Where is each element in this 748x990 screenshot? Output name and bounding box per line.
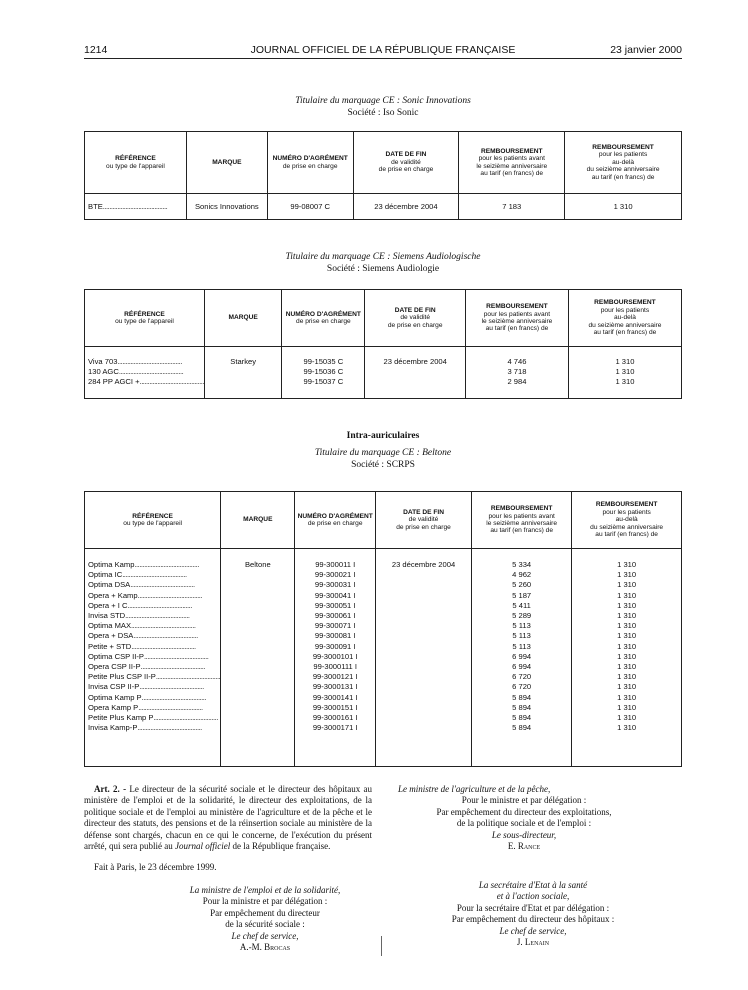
journal-title: JOURNAL OFFICIEL DE LA RÉPUBLIQUE FRANÇAISE [250, 44, 516, 56]
cell-refs [85, 549, 221, 767]
list-item: 284 PP AGCI +........................................ [88, 377, 204, 387]
list-item: 6 720 [512, 682, 532, 692]
cell-date: 23 décembre 2004 [365, 347, 466, 399]
cell-avant [472, 549, 572, 767]
list-item: Optima CSP II-P........................................ [88, 651, 209, 661]
list-item: 99-300041 I [314, 590, 356, 600]
cell-marque: Sonics Innovations [186, 194, 267, 220]
section3-titulaire: Titulaire du marquage CE : Beltone [314, 448, 452, 458]
list-item: 99-300051 I [314, 600, 356, 610]
list-item: 1 310 [617, 682, 637, 692]
th-remb-audela: REMBOURSEMENT pour les patients au-delà du seizième anniversaire au tarif (en francs) de [572, 492, 682, 549]
header-rule [84, 58, 682, 59]
list-item: 5 289 [512, 611, 532, 621]
list-item: Optima DSA........................................ [88, 580, 195, 590]
list-item: 4 962 [512, 570, 532, 580]
list-item: 99-3000161 I [312, 713, 358, 723]
th-marque: MARQUE [204, 290, 281, 347]
fait-a-paris: Fait à Paris, le 23 décembre 1999. [94, 862, 217, 873]
list-item: Optima Kamp........................................ [88, 560, 199, 569]
list-item: 1 310 [617, 560, 637, 569]
signature-role: Le sous-directeur, [491, 829, 557, 840]
list-item: Viva 703........................................ [88, 357, 182, 366]
list-item: 99-3000151 I [312, 702, 358, 712]
th-agrement: NUMÉRO D'AGRÉMENT de prise en charge [295, 492, 376, 549]
section2-caption [84, 251, 682, 275]
list-item: 1 310 [617, 662, 637, 672]
table-beltone [84, 491, 682, 767]
list-item: 99-300021 I [314, 570, 356, 580]
signature-title: Le ministre de l'agriculture et de la pêche, [398, 784, 551, 794]
list-item: Opera + DSA........................................ [88, 631, 198, 641]
cell-agrements [295, 549, 376, 767]
signature-emploi [150, 885, 380, 953]
table-siemens [84, 289, 682, 399]
list-item: 1 310 [617, 631, 637, 641]
list-item: 5 260 [512, 580, 532, 590]
signature-role: Le chef de service, [231, 930, 299, 941]
list-item: 1 310 [617, 651, 637, 661]
list-item: 6 994 [512, 662, 532, 672]
page-header [84, 44, 682, 58]
cell-audela [572, 549, 682, 767]
cell-agrement: 99-08007 C [267, 194, 353, 220]
section1-titulaire: Titulaire du marquage CE : Sonic Innovations [295, 96, 471, 106]
th-remb-avant: REMBOURSEMENT pour les patients avant le seizième anniversaire au tarif (en francs) de [459, 132, 565, 194]
th-date-fin: DATE DE FIN de validité de prise en charge [353, 132, 459, 194]
list-item: 99-3000141 I [312, 692, 358, 702]
list-item: 99-3000171 I [312, 723, 358, 733]
list-item: 1 310 [617, 723, 637, 733]
list-item: 5 113 [512, 621, 531, 631]
cell-marque: Starkey [204, 347, 281, 399]
list-item: 99-300061 I [314, 611, 356, 621]
table-row-group [85, 549, 682, 767]
list-item: 1 310 [617, 580, 637, 590]
th-agrement: NUMÉRO D'AGRÉMENT de prise en charge [267, 132, 353, 194]
list-item: Petite Plus CSP II-P........................................ [88, 672, 221, 682]
signature-title: et à l'action sociale, [496, 891, 570, 902]
list-item: 5 113 [512, 631, 531, 641]
signature-title: La secrétaire d'Etat à la santé [478, 880, 588, 890]
cell-avant: 4 746 3 718 2 984 [466, 347, 569, 399]
list-item: 99-300011 I [315, 560, 356, 569]
list-item: 99-300031 I [314, 580, 356, 590]
table-row-group [85, 347, 682, 399]
section3-heading: Intra-auriculaires [346, 431, 420, 441]
issue-date: 23 janvier 2000 [610, 44, 682, 56]
signature-line: Pour le ministre et par délégation : [461, 795, 587, 806]
list-item: Opera + Kamp........................................ [88, 590, 203, 600]
list-item: 99-300081 I [314, 631, 356, 641]
section2-titulaire: Titulaire du marquage CE : Siemens Audiologische [285, 252, 481, 262]
list-item: 1 310 [617, 692, 637, 702]
list-item: 5 187 [512, 590, 532, 600]
list-item: 5 113 [512, 641, 531, 651]
list-item: 1 310 [617, 611, 637, 621]
table-header-row [85, 492, 682, 549]
signature-line: Par empêchement du directeur [210, 907, 320, 918]
section1-societe: Société : Iso Sonic [347, 108, 419, 118]
list-item: 1 310 [617, 621, 637, 631]
signature-name: E. Rance [507, 841, 541, 852]
list-item: 5 334 [512, 560, 532, 569]
list-item: Opera + I C........................................ [88, 600, 192, 610]
list-item: 1 310 [617, 713, 637, 723]
signature-sante [384, 880, 682, 948]
list-item: 1 310 [617, 570, 637, 580]
list-item: 5 894 [512, 723, 532, 733]
list-item: 1 310 [617, 590, 637, 600]
cell-agrements: 99-15035 C 99-15036 C 99-15037 C [282, 347, 365, 399]
th-reference: RÉFÉRENCE ou type de l'appareil [85, 132, 187, 194]
list-item: Invisa CSP II-P........................................ [88, 682, 204, 692]
list-item: Petite Plus Kamp P........................................ [88, 713, 218, 723]
article-journal: Journal officiel [174, 841, 231, 852]
column-divider [381, 936, 382, 956]
list-item: 6 720 [512, 672, 532, 682]
th-remb-audela: REMBOURSEMENT pour les patients au-delà du seizième anniversaire au tarif (en francs) de [568, 290, 681, 347]
signature-title: La ministre de l'emploi et de la solidarité, [189, 885, 341, 895]
signature-line: Par empêchement du directeur des exploitations, [436, 806, 612, 817]
th-reference: RÉFÉRENCE ou type de l'appareil [85, 290, 205, 347]
cell-avant: 7 183 [459, 194, 565, 220]
th-remb-avant: REMBOURSEMENT pour les patients avant le seizième anniversaire au tarif (en francs) de [472, 492, 572, 549]
list-item: 99-3000111 I [313, 662, 358, 672]
signature-line: de la politique sociale et de l'emploi : [456, 818, 592, 829]
signature-name: J. Lenain [516, 937, 550, 948]
list-item: 5 894 [512, 713, 532, 723]
signature-name: A.-M. Brocas [239, 942, 291, 953]
article-label: Art. 2. - [94, 784, 127, 794]
th-date-fin: DATE DE FIN de validité de prise en charge [375, 492, 471, 549]
article-text-end: de la République française. [232, 841, 331, 852]
th-marque: MARQUE [221, 492, 295, 549]
page-number: 1214 [84, 44, 108, 56]
signature-line: Par empêchement du directeur des hôpitaux : [451, 914, 615, 925]
signature-line: Pour la ministre et par délégation : [202, 896, 328, 907]
article-2 [84, 784, 372, 874]
list-item: Invisa Kamp-P........................................ [88, 723, 202, 733]
section2-societe: Société : Siemens Audiologie [326, 264, 440, 274]
list-item: 5 894 [512, 692, 532, 702]
list-item: 99-3000101 I [312, 651, 358, 661]
cell-date: 23 décembre 2004 [375, 549, 471, 767]
list-item: 130 AGC........................................ [88, 367, 184, 377]
cell-marque: Beltone [221, 549, 295, 767]
th-remb-audela: REMBOURSEMENT pour les patients au-delà du seizième anniversaire au tarif (en francs) de [565, 132, 682, 194]
section3-caption [84, 430, 682, 471]
th-remb-avant: REMBOURSEMENT pour les patients avant le seizième anniversaire au tarif (en francs) de [466, 290, 569, 347]
list-item: Optima IC........................................ [88, 570, 187, 580]
cell-audela: 1 310 1 310 1 310 [568, 347, 681, 399]
list-item: 6 994 [512, 651, 532, 661]
list-item: Petite + STD........................................ [88, 641, 196, 651]
list-item: 99-3000121 I [312, 672, 358, 682]
th-marque: MARQUE [186, 132, 267, 194]
list-item: 5 411 [512, 600, 531, 610]
list-item: Opera Kamp P........................................ [88, 702, 203, 712]
cell-ref: BTE........................................ [85, 194, 187, 220]
th-agrement: NUMÉRO D'AGRÉMENT de prise en charge [282, 290, 365, 347]
signature-role: Le chef de service, [499, 925, 567, 936]
list-item: Invisa STD........................................ [88, 611, 190, 621]
list-item: Opera CSP II-P........................................ [88, 662, 206, 672]
table-header-row [85, 290, 682, 347]
list-item: 1 310 [617, 600, 637, 610]
list-item: Optima Kamp P........................................ [88, 692, 207, 702]
signature-line: Pour la secrétaire d'Etat et par délégation : [456, 902, 610, 913]
list-item: 1 310 [617, 702, 637, 712]
cell-audela: 1 310 [565, 194, 682, 220]
section3-societe: Société : SCRPS [351, 460, 415, 470]
section1-caption [84, 95, 682, 119]
table-row [85, 194, 682, 220]
cell-refs [85, 347, 205, 399]
th-reference: RÉFÉRENCE ou type de l'appareil [85, 492, 221, 549]
list-item: 1 310 [617, 641, 637, 651]
th-date-fin: DATE DE FIN de validité de prise en charge [365, 290, 466, 347]
table-header-row [85, 132, 682, 194]
article-text: Le directeur de la sécurité sociale et le directeur des hôpitaux au ministère de l'emploi et de la solidarité, le directeur des exploitations, de la politique sociale et de l'emploi au ministère de l'agriculture et de la pêche et le directeur des statuts, des pensions et de la réinsertion sociale au ministère de la défense sont chargés, chacun en ce qui le concerne, de l'exécution du présent arrêté, qui sera publié au [84, 784, 372, 852]
list-item: 5 894 [512, 702, 532, 712]
signature-line: de la sécurité sociale : [225, 919, 305, 930]
list-item: 1 310 [617, 672, 637, 682]
cell-date: 23 décembre 2004 [353, 194, 459, 220]
list-item: 99-300091 I [314, 641, 356, 651]
list-item: Optima MAX........................................ [88, 621, 196, 631]
list-item: 99-3000131 I [312, 682, 358, 692]
signature-agriculture [384, 784, 664, 852]
list-item: 99-300071 I [314, 621, 356, 631]
table-sonic [84, 131, 682, 220]
